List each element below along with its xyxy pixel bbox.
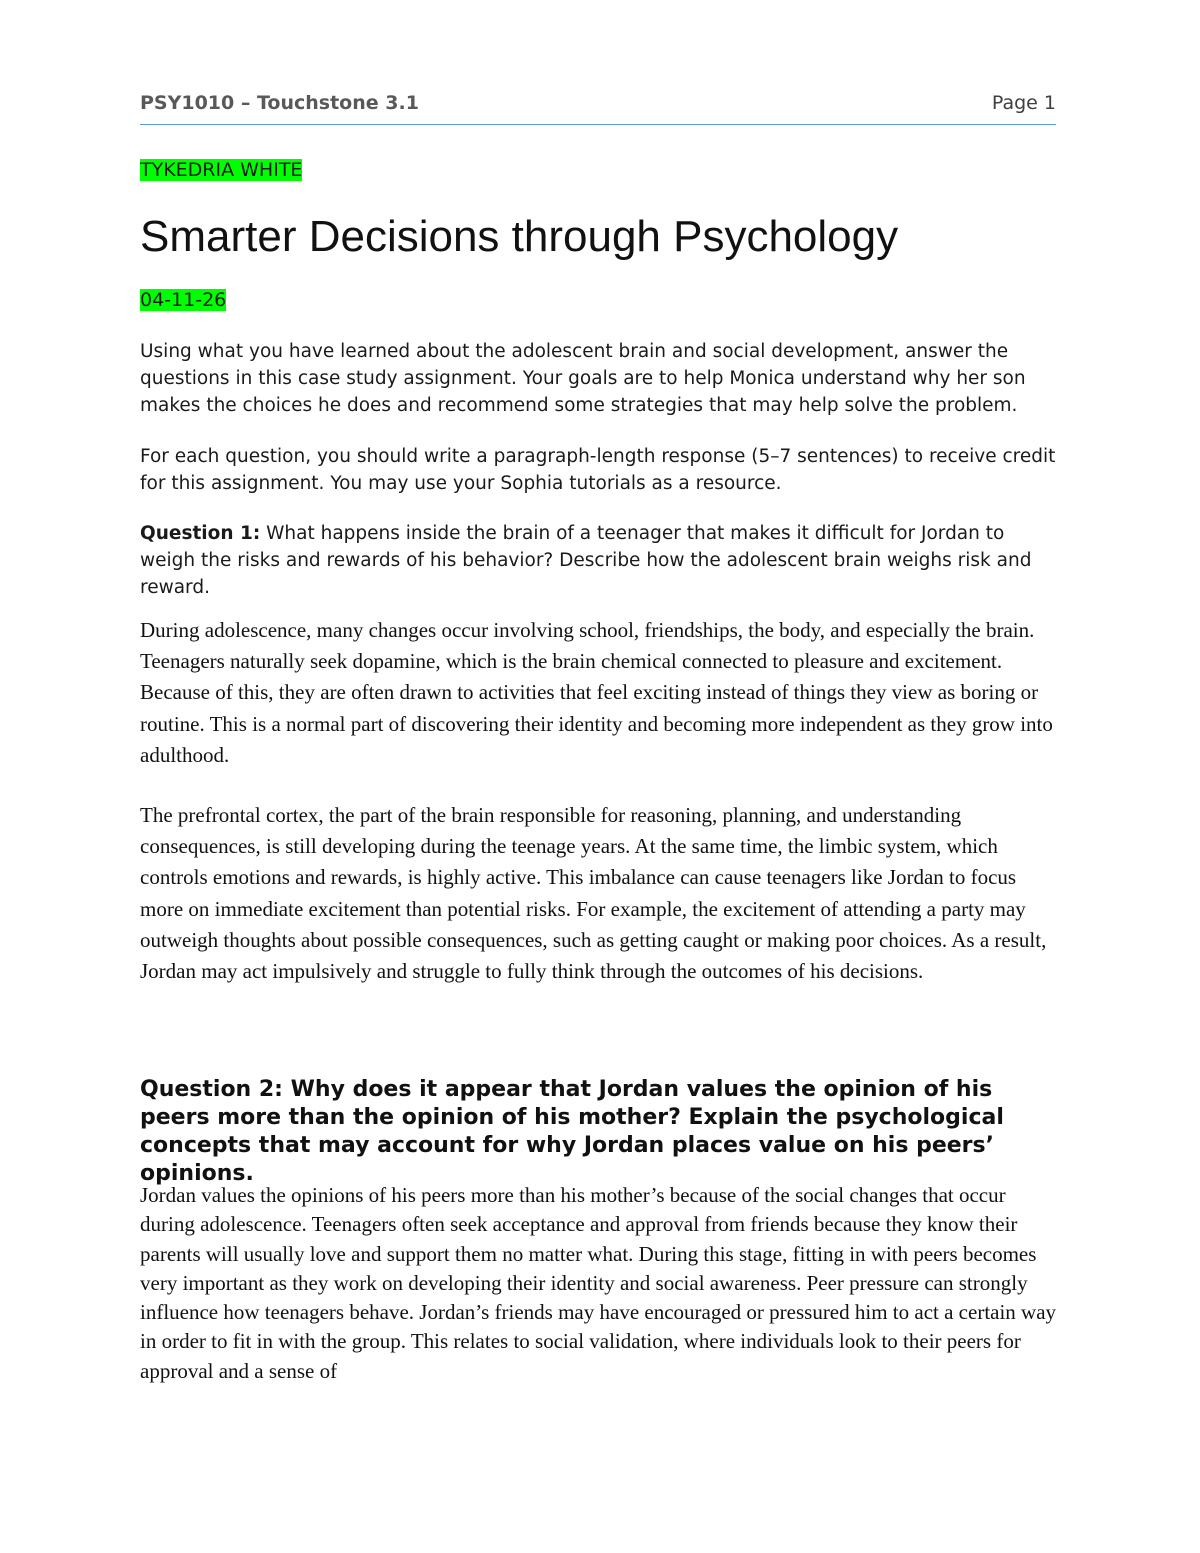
question-2 xyxy=(140,1076,1065,1188)
page-header xyxy=(140,90,1056,125)
date-highlight: 04-11-26 xyxy=(140,289,227,311)
document-title: Smarter Decisions through Psychology xyxy=(140,212,899,261)
answer-1-paragraph-1: During adolescence, many changes occur involving school, friendships, the body, and especially the brain. Teenagers naturally seek dopamine, which is the brain chemical connected to pleasure and excitement. Because of this, they are often drawn to activities that feel exciting instead of things they view as boring or routine. This is a normal part of discovering their identity and becoming more independent as they grow into adulthood. xyxy=(140,618,1053,767)
author-name xyxy=(140,157,302,183)
intro-paragraph-2: For each question, you should write a paragraph-length response (5–7 sentences) to receive credit for this assignment. You may use your Sophia tutorials as a resource. xyxy=(140,446,1056,494)
question-1-text: What happens inside the brain of a teenager that makes it difficult for Jordan to weigh the risks and rewards of his behavior? Describe how the adolescent brain weighs risk and reward. xyxy=(140,523,1032,598)
question-1 xyxy=(140,520,1065,601)
answer-1-paragraph-2: The prefrontal cortex, the part of the brain responsible for reasoning, planning, and understanding consequences, is still developing during the teenage years. At the same time, the limbic system, which controls emotions and rewards, is highly active. This imbalance can cause teenagers like Jordan to focus more on immediate excitement than potential risks. For example, the excitement of attending a party may outweigh thoughts about possible consequences, such as getting caught or making poor choices. As a result, Jordan may act impulsively and struggle to fully think through the outcomes of his decisions. xyxy=(140,803,1047,984)
document-date xyxy=(140,287,226,313)
answer-2-paragraph-1: Jordan values the opinions of his peers more than his mother’s because of the social changes that occur during adolescence. Teenagers often seek acceptance and approval from friends because they know their parents will usually love and support them no matter what. During this stage, fitting in with peers becomes very important as they work on developing their identity and social awareness. Peer pressure can strongly influence how teenagers behave. Jordan’s friends may have encouraged or pressured him to act a certain way in order to fit in with the group. This relates to social validation, where individuals look to their peers for approval and a sense of xyxy=(140,1183,1057,1383)
author-highlight: TYKEDRIA WHITE xyxy=(140,159,303,181)
intro-paragraph-1: Using what you have learned about the adolescent brain and social development, answer the questions in this case study assignment. Your goals are to help Monica understand why her son makes the choices he does and recommend some strategies that may help solve the problem. xyxy=(140,341,1026,416)
question-1-label: Question 1: xyxy=(140,523,261,544)
question-2-label: Question 2: xyxy=(140,1077,283,1102)
header-title: PSY1010 – Touchstone 3.1 xyxy=(140,92,419,114)
page-number: Page 1 xyxy=(991,92,1056,114)
question-2-text: Why does it appear that Jordan values the opinion of his peers more than the opinion of his mother? Explain the psychological concepts that may account for why Jordan places value on his peers’ opinions. xyxy=(140,1077,1004,1186)
